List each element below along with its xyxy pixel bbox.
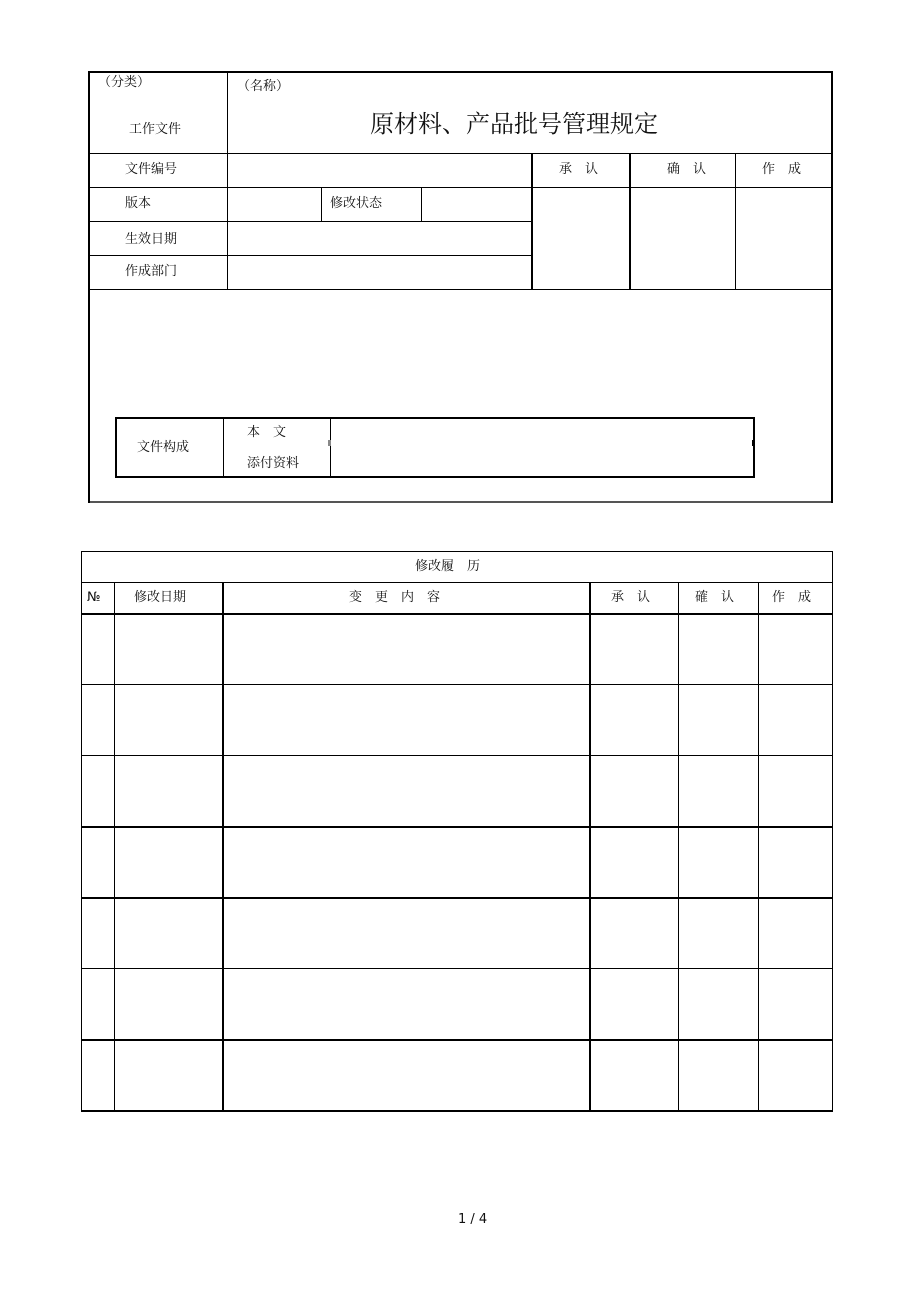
table-row xyxy=(82,1041,832,1110)
table-row xyxy=(82,685,832,755)
main-text-label: 本 文 xyxy=(247,425,287,440)
table-row xyxy=(82,828,832,897)
revision-status-label: 修改状态 xyxy=(330,196,383,211)
attachment-label: 添付资料 xyxy=(247,456,300,471)
composition-label: 文件构成 xyxy=(137,440,190,455)
col-create-header: 作 成 xyxy=(772,590,812,605)
col-confirm-header: 確 认 xyxy=(695,590,735,605)
col-date-header: 修改日期 xyxy=(134,590,187,605)
table-row xyxy=(82,969,832,1039)
create-label: 作 成 xyxy=(762,162,802,177)
document-title: 原材料、产品批号管理规定 xyxy=(370,110,658,138)
file-number-label: 文件编号 xyxy=(125,162,178,177)
table-row xyxy=(82,615,832,684)
category-value: 工作文件 xyxy=(129,122,182,137)
confirm-label: 确 认 xyxy=(667,162,707,177)
col-approve-header: 承 认 xyxy=(611,590,651,605)
revision-history-title: 修改履 历 xyxy=(415,559,481,574)
category-label: （分类） xyxy=(98,75,151,90)
table-row xyxy=(82,899,832,968)
approve-label: 承 认 xyxy=(559,162,599,177)
effective-date-label: 生效日期 xyxy=(125,232,178,247)
author-dept-label: 作成部门 xyxy=(125,264,178,279)
col-no-header: № xyxy=(87,590,101,605)
col-content-header: 变 更 内 容 xyxy=(349,590,441,605)
version-label: 版本 xyxy=(125,196,152,211)
page-number: 1 / 4 xyxy=(458,1212,488,1227)
table-row xyxy=(82,756,832,826)
name-label: （名称） xyxy=(237,79,290,94)
